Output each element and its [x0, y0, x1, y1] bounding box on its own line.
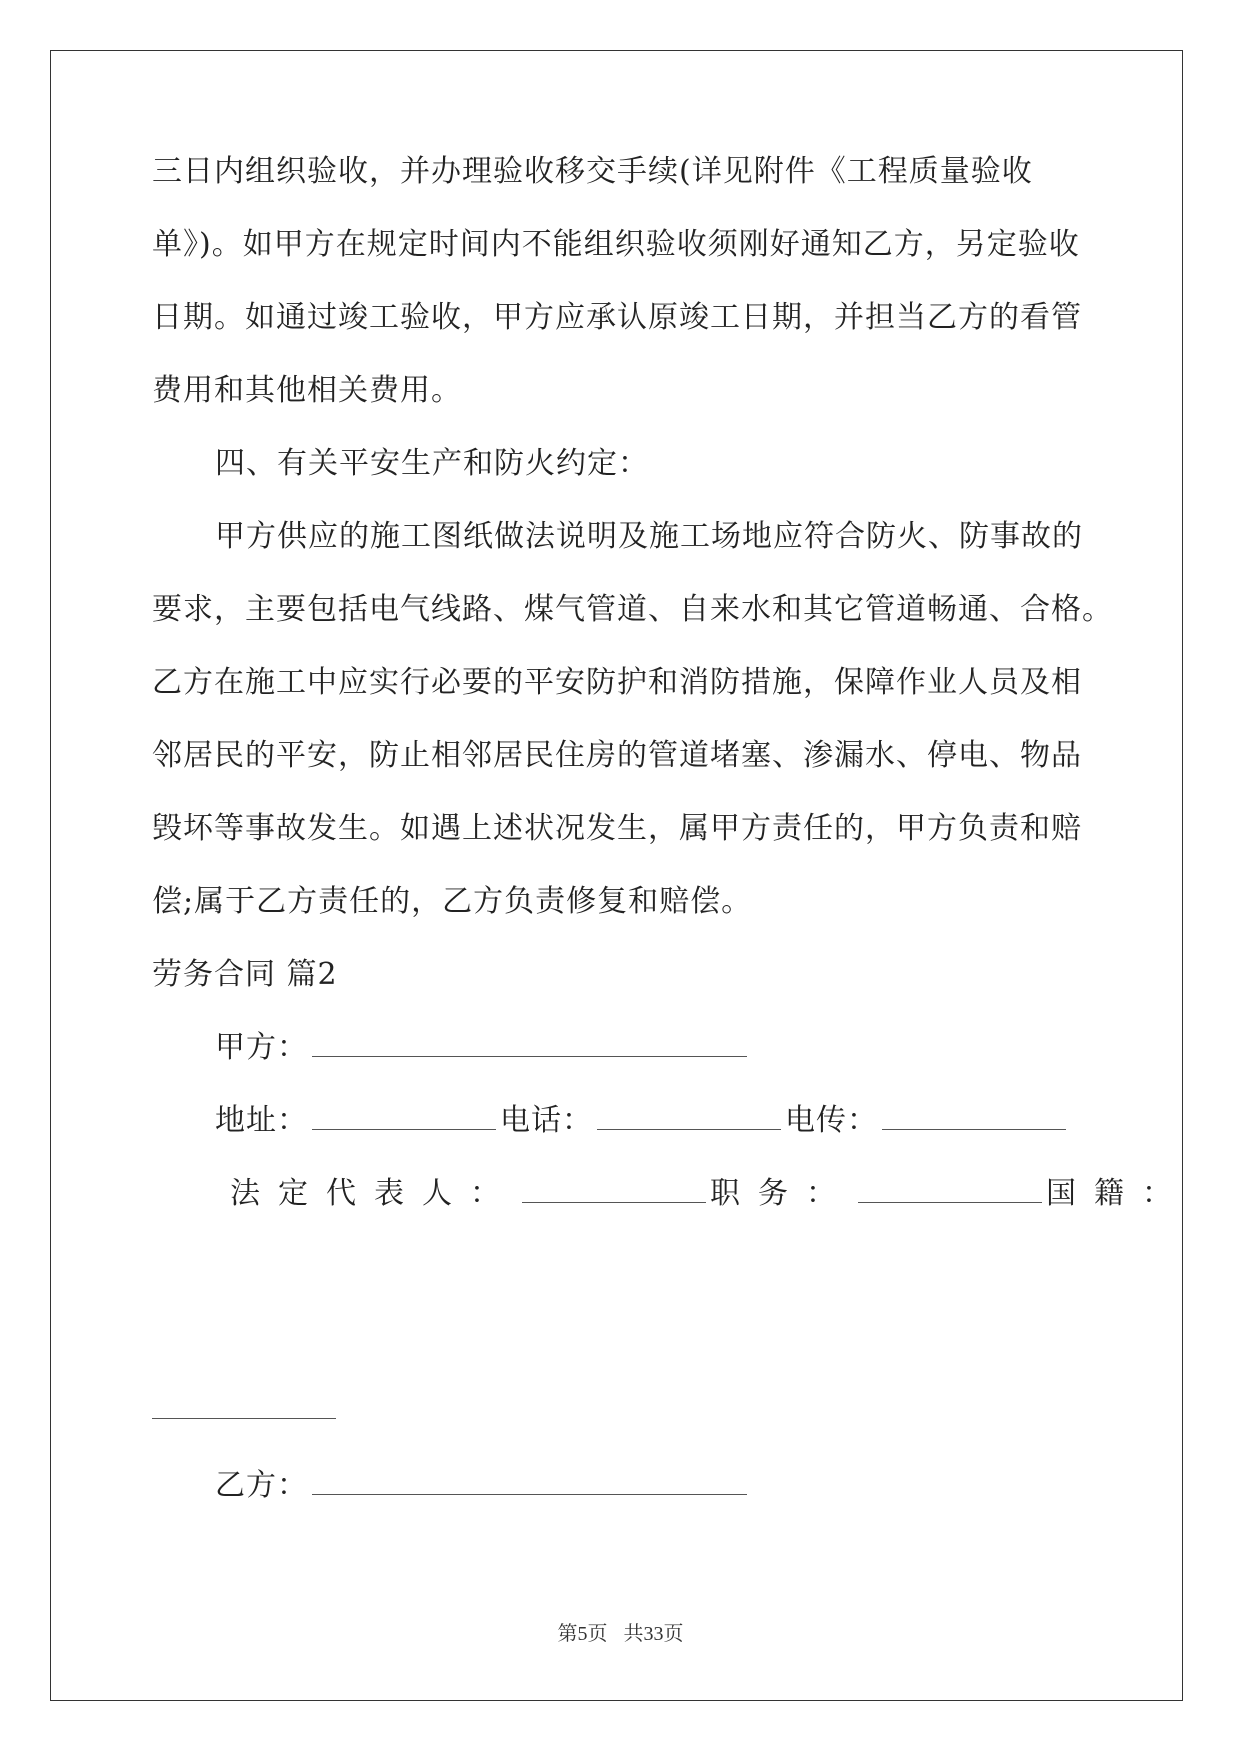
address-label: 地址： [215, 1103, 308, 1138]
paragraph-line: 单》)。如甲方在规定时间内不能组织验收须刚好通知乙方，另定验收 [152, 227, 1080, 262]
paragraph-line: 毁坏等事故发生。如遇上述状况发生，属甲方责任的，甲方负责和赔 [152, 811, 1082, 846]
party-b-label: 乙方： [215, 1468, 308, 1503]
party-a-label: 甲方： [215, 1030, 308, 1065]
fax-label: 电传： [785, 1103, 878, 1138]
paragraph-line: 三日内组织验收，并办理验收移交手续(详见附件《工程质量验收 [152, 154, 1033, 189]
page-number: 第5页 [557, 1623, 608, 1645]
legal-rep-field[interactable] [522, 1174, 706, 1203]
paragraph-line: 费用和其他相关费用。 [152, 373, 462, 408]
nationality-field[interactable] [152, 1418, 336, 1419]
contact-row [215, 1101, 1155, 1141]
phone-label: 电话： [500, 1103, 593, 1138]
paragraph-line: 要求，主要包括电气线路、煤气管道、自来水和其它管道畅通、合格。 [152, 592, 1113, 627]
phone-field[interactable] [597, 1101, 781, 1130]
address-field[interactable] [312, 1101, 496, 1130]
position-label: 职务： [710, 1176, 854, 1211]
nationality-label: 国籍： [1046, 1176, 1190, 1211]
paragraph-line: 甲方供应的施工图纸做法说明及施工场地应符合防火、防事故的 [215, 519, 1083, 554]
party-b-row [215, 1466, 1155, 1506]
party-a-field[interactable] [312, 1028, 747, 1057]
party-b-field[interactable] [312, 1466, 747, 1495]
paragraph-line: 日期。如通过竣工验收，甲方应承认原竣工日期，并担当乙方的看管 [152, 300, 1082, 335]
paragraph-line: 偿;属于乙方责任的，乙方负责修复和赔偿。 [152, 884, 753, 919]
fax-field[interactable] [882, 1101, 1066, 1130]
contract-title: 劳务合同 篇2 [152, 957, 338, 992]
legal-rep-label: 法定代表人： [230, 1176, 518, 1211]
legal-rep-row [230, 1174, 1190, 1214]
party-a-row [215, 1028, 1155, 1068]
section-heading: 四、有关平安生产和防火约定： [215, 446, 649, 481]
paragraph-line: 邻居民的平安，防止相邻居民住房的管道堵塞、渗漏水、停电、物品 [152, 738, 1082, 773]
paragraph-line: 乙方在施工中应实行必要的平安防护和消防措施，保障作业人员及相 [152, 665, 1082, 700]
page-footer [0, 1621, 1241, 1647]
position-field[interactable] [858, 1174, 1042, 1203]
page-total: 共33页 [623, 1623, 684, 1645]
